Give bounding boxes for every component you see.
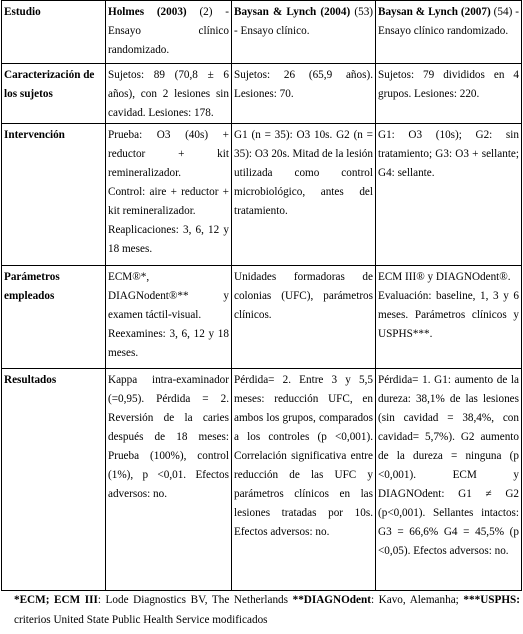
intervention-test: Prueba: O3 (40s) + reductor + kit remineralizador. [108,129,229,179]
footnote-usphs-key: ***USPHS: [463,594,520,606]
row-label-results: Resultados [2,369,106,591]
header-baysan-2004 [232,1,376,64]
studies-table [1,0,522,591]
baysan-2004-design: (53) - Ensayo clínico. [234,6,374,37]
footnote-ecm-key: *ECM; ECM III [14,594,98,606]
row-label-parameters: Parámetros empleados [2,266,106,369]
row-label-subjects: Caracterización de los sujetos [2,64,106,124]
cell-results-baysan-2004: Pérdida= 2. Entre 3 y 5,5 meses: reducción UFC, en ambos los grupos, comparados a los controles (p <0,001). Correlación significativa entre reducción de las UFC y parámetros clínicos en las lesiones tratadas por 10s. Efectos adversos: no. [232,369,376,591]
parameters-reexams: Reexamines: 3, 6, 12 y 18 meses. [108,328,229,359]
header-study-label: Estudio [4,6,41,18]
cell-intervention-baysan-2004: G1 (n = 35): O3 10s. G2 (n = 35): O3 20s. Mitad de la lesión utilizada como control microbiológico, antes del tratamiento. [232,124,376,266]
cell-results-baysan-2007: Pérdida= 1. G1: aumento de la dureza: 38,1% de las lesiones (sin cavidad = 38,4%, con cavidad= 5,7%). G2 aumento de la dureza = ninguna (p <0,001). ECM y DIAGNOdent: G1 ≠ G2 (p<0,001). Sellantes intactos: G3 = 66,6% G4 = 45,5% (p <0,05). Efectos adversos: no. [376,369,522,591]
author-holmes: Holmes (2003) [108,6,187,18]
parameters-methods: ECM®*, DIAGNodent®** y examen táctil-visual. [108,271,229,321]
table-footnote [14,590,520,630]
intervention-control: Control: aire + reductor + kit remineralizador. [108,186,229,217]
cell-subjects-baysan-2004: Sujetos: 26 (65,9 años). Lesiones: 70. [232,64,376,124]
header-study [2,1,106,64]
parameters-devices: ECM III® y DIAGNOdent®. [378,271,511,283]
footnote-usphs-text: criterios United State Public Health Service modificados [14,614,268,626]
footnote-ecm-text: : Lode Diagnostics BV, The Netherlands [97,594,293,606]
parameters-evaluation: Evaluación: baseline, 1, 3 y 6 meses. Parámetros clínicos y USPHS***. [378,290,519,340]
author-baysan-2004: Baysan & Lynch (2004) [234,6,351,18]
cell-parameters-baysan-2004: Unidades formadoras de colonias (UFC), parámetros clínicos. [232,266,376,369]
cell-intervention-holmes [106,124,232,266]
cell-results-holmes: Kappa intra-examinador (=0,95). Pérdida = 2. Reversión de la caries después de 18 meses: Prueba (100%), control (1%), p <0,01. Efectos adversos: no. [106,369,232,591]
row-parameters [2,266,522,369]
cell-parameters-holmes [106,266,232,369]
cell-subjects-baysan-2007: Sujetos: 79 divididos en 4 grupos. Lesiones: 220. [376,64,522,124]
intervention-reapplications: Reaplicaciones: 3, 6, 12 y 18 meses. [108,224,229,255]
cell-parameters-baysan-2007 [376,266,522,369]
header-baysan-2007 [376,1,522,64]
header-holmes-2003 [106,1,232,64]
cell-subjects-holmes: Sujetos: 89 (70,8 ± 6 años), con 2 lesiones sin cavidad. Lesiones: 178. [106,64,232,124]
row-subjects [2,64,522,124]
row-intervention [2,124,522,266]
header-row [2,1,522,64]
holmes-design: (2) - Ensayo clínico randomizado. [108,6,229,56]
baysan-2007-design: (54) - Ensayo clínico randomizado. [378,6,519,37]
footnote-diagnodent-text: : Kavo, Alemanha; [370,594,464,606]
cell-intervention-baysan-2007: G1: O3 (10s); G2: sin tratamiento; G3: O3 + sellante; G4: sellante. [376,124,522,266]
footnote-diagnodent-key: **DIAGNOdent [292,594,371,606]
row-label-intervention: Intervención [2,124,106,266]
row-results [2,369,522,591]
author-baysan-2007: Baysan & Lynch (2007) [378,6,491,18]
